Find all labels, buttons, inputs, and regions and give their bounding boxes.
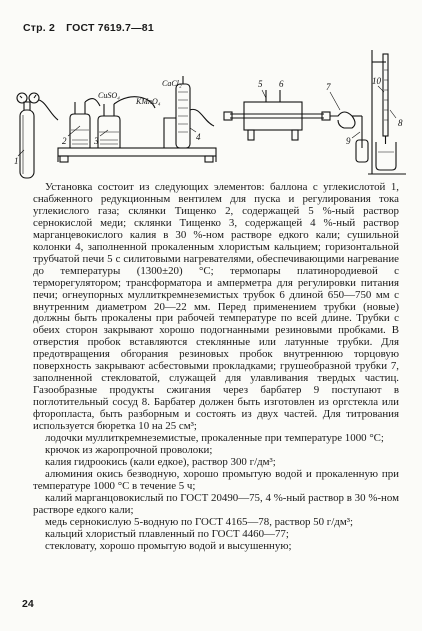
page-header [23, 22, 162, 34]
callout-10: 10 [372, 76, 381, 86]
list-item: стекловату, хорошо промытую водой и высушенную; [45, 539, 292, 552]
list-item: калия гидроокись (кали едкое), раствор 300 г/дм³; [45, 455, 276, 468]
chem-label-cuso4: CuSO₄ [98, 91, 120, 100]
callout-3: 3 [94, 136, 99, 146]
callout-6: 6 [279, 79, 284, 89]
standard-code: ГОСТ 7619.7—81 [66, 22, 154, 34]
tube-furnace-5 [224, 90, 330, 140]
apparatus-diagram [0, 40, 422, 180]
tishchenko-flask-2 [70, 102, 90, 148]
callout-4: 4 [196, 132, 201, 142]
page-label: Стр. 2 [23, 22, 56, 34]
list-item: лодочки муллиткремнеземистые, прокаленные при температуре 1000 °С; [45, 432, 384, 445]
list-item: алюминия окись безводную, хорошо промытую водой и прокаленную при температуре 1000 °С в течение 5 ч; [33, 467, 399, 492]
body-text [33, 182, 399, 553]
chem-label-kmno4: KMnO₄ [136, 97, 161, 106]
callout-8: 8 [398, 118, 403, 128]
bubbler-9 [356, 116, 368, 162]
tishchenko-flask-3 [98, 104, 120, 148]
list-item: калий марганцовокислый по ГОСТ 20490—75, 4 %-ный раствор в 30 %-ном растворе едкого кали; [33, 491, 399, 516]
page-number: 24 [22, 598, 34, 610]
burette-10 [368, 50, 406, 174]
list-item: крючок из жаропрочной проволоки; [45, 443, 213, 456]
callout-1: 1 [14, 156, 19, 166]
chem-label-cacl2: CaCl₂ [162, 79, 182, 88]
paragraph-installation: Установка состоит из следующих элементов: баллона с углекислотой 1, снабженного редукционным вентилем для пуска и регулирования тока углекислого газа; склянки Тищенко 2, содержащей 5 %-ный раствор сернокислой меди; склянки Тищенко 3, содержащей 4 %-ный раствор марганцевокислого калия в 30 %-ном растворе едкого кали; сушильной колонки 4, заполненной прокаленным хлористым кальцием; горизонтальной трубчатой печи 5 с силитовыми нагревателями, обеспечивающими нагревание до температуры (1300±20) °С; термопары платинородиевой с терморегулятором; трансформатора и амперметра для регулировки питания печи; огнеупорных муллиткремнеземистых трубок 6 длиной 650—750 мм с внутренним диаметром 20—22 мм. Перед применением трубки (новые) должны быть прокалены при рабочей температуре по всей длине. Трубки с обеих сторон закрывают хорошо подогнанными резиновыми пробками. В отверстия пробок вставляются стеклянные или латунные трубки. Для предотвращения обгорания резиновых пробок внутреннюю торцовую поверхность закрывают асбестовыми прокладками; грушеобразной трубки 7, заполненной стекловатой, служащей для улавливания твердых частиц. Газообразные продукты сжигания через барбатер 9 поступают в поглотительный сосуд 8. Барбатер должен быть изготовлен из оргстекла или фторопласта, быть разборным и состоять из двух частей. Для титрования используется бюретка 10 на 25 см³; [33, 181, 399, 433]
callout-5: 5 [258, 79, 263, 89]
callout-9: 9 [346, 136, 351, 146]
callout-2: 2 [62, 136, 67, 146]
gas-cylinder [17, 93, 58, 178]
callout-7: 7 [326, 82, 331, 92]
apparatus-figure [0, 40, 422, 180]
base-platform [58, 148, 216, 156]
list-item: медь сернокислую 5-водную по ГОСТ 4165—78, раствор 50 г/дм³; [45, 515, 354, 528]
pear-tube-7 [330, 112, 362, 128]
absorber-8 [376, 142, 396, 170]
list-item: кальций хлористый плавленный по ГОСТ 4460—77; [45, 527, 289, 540]
